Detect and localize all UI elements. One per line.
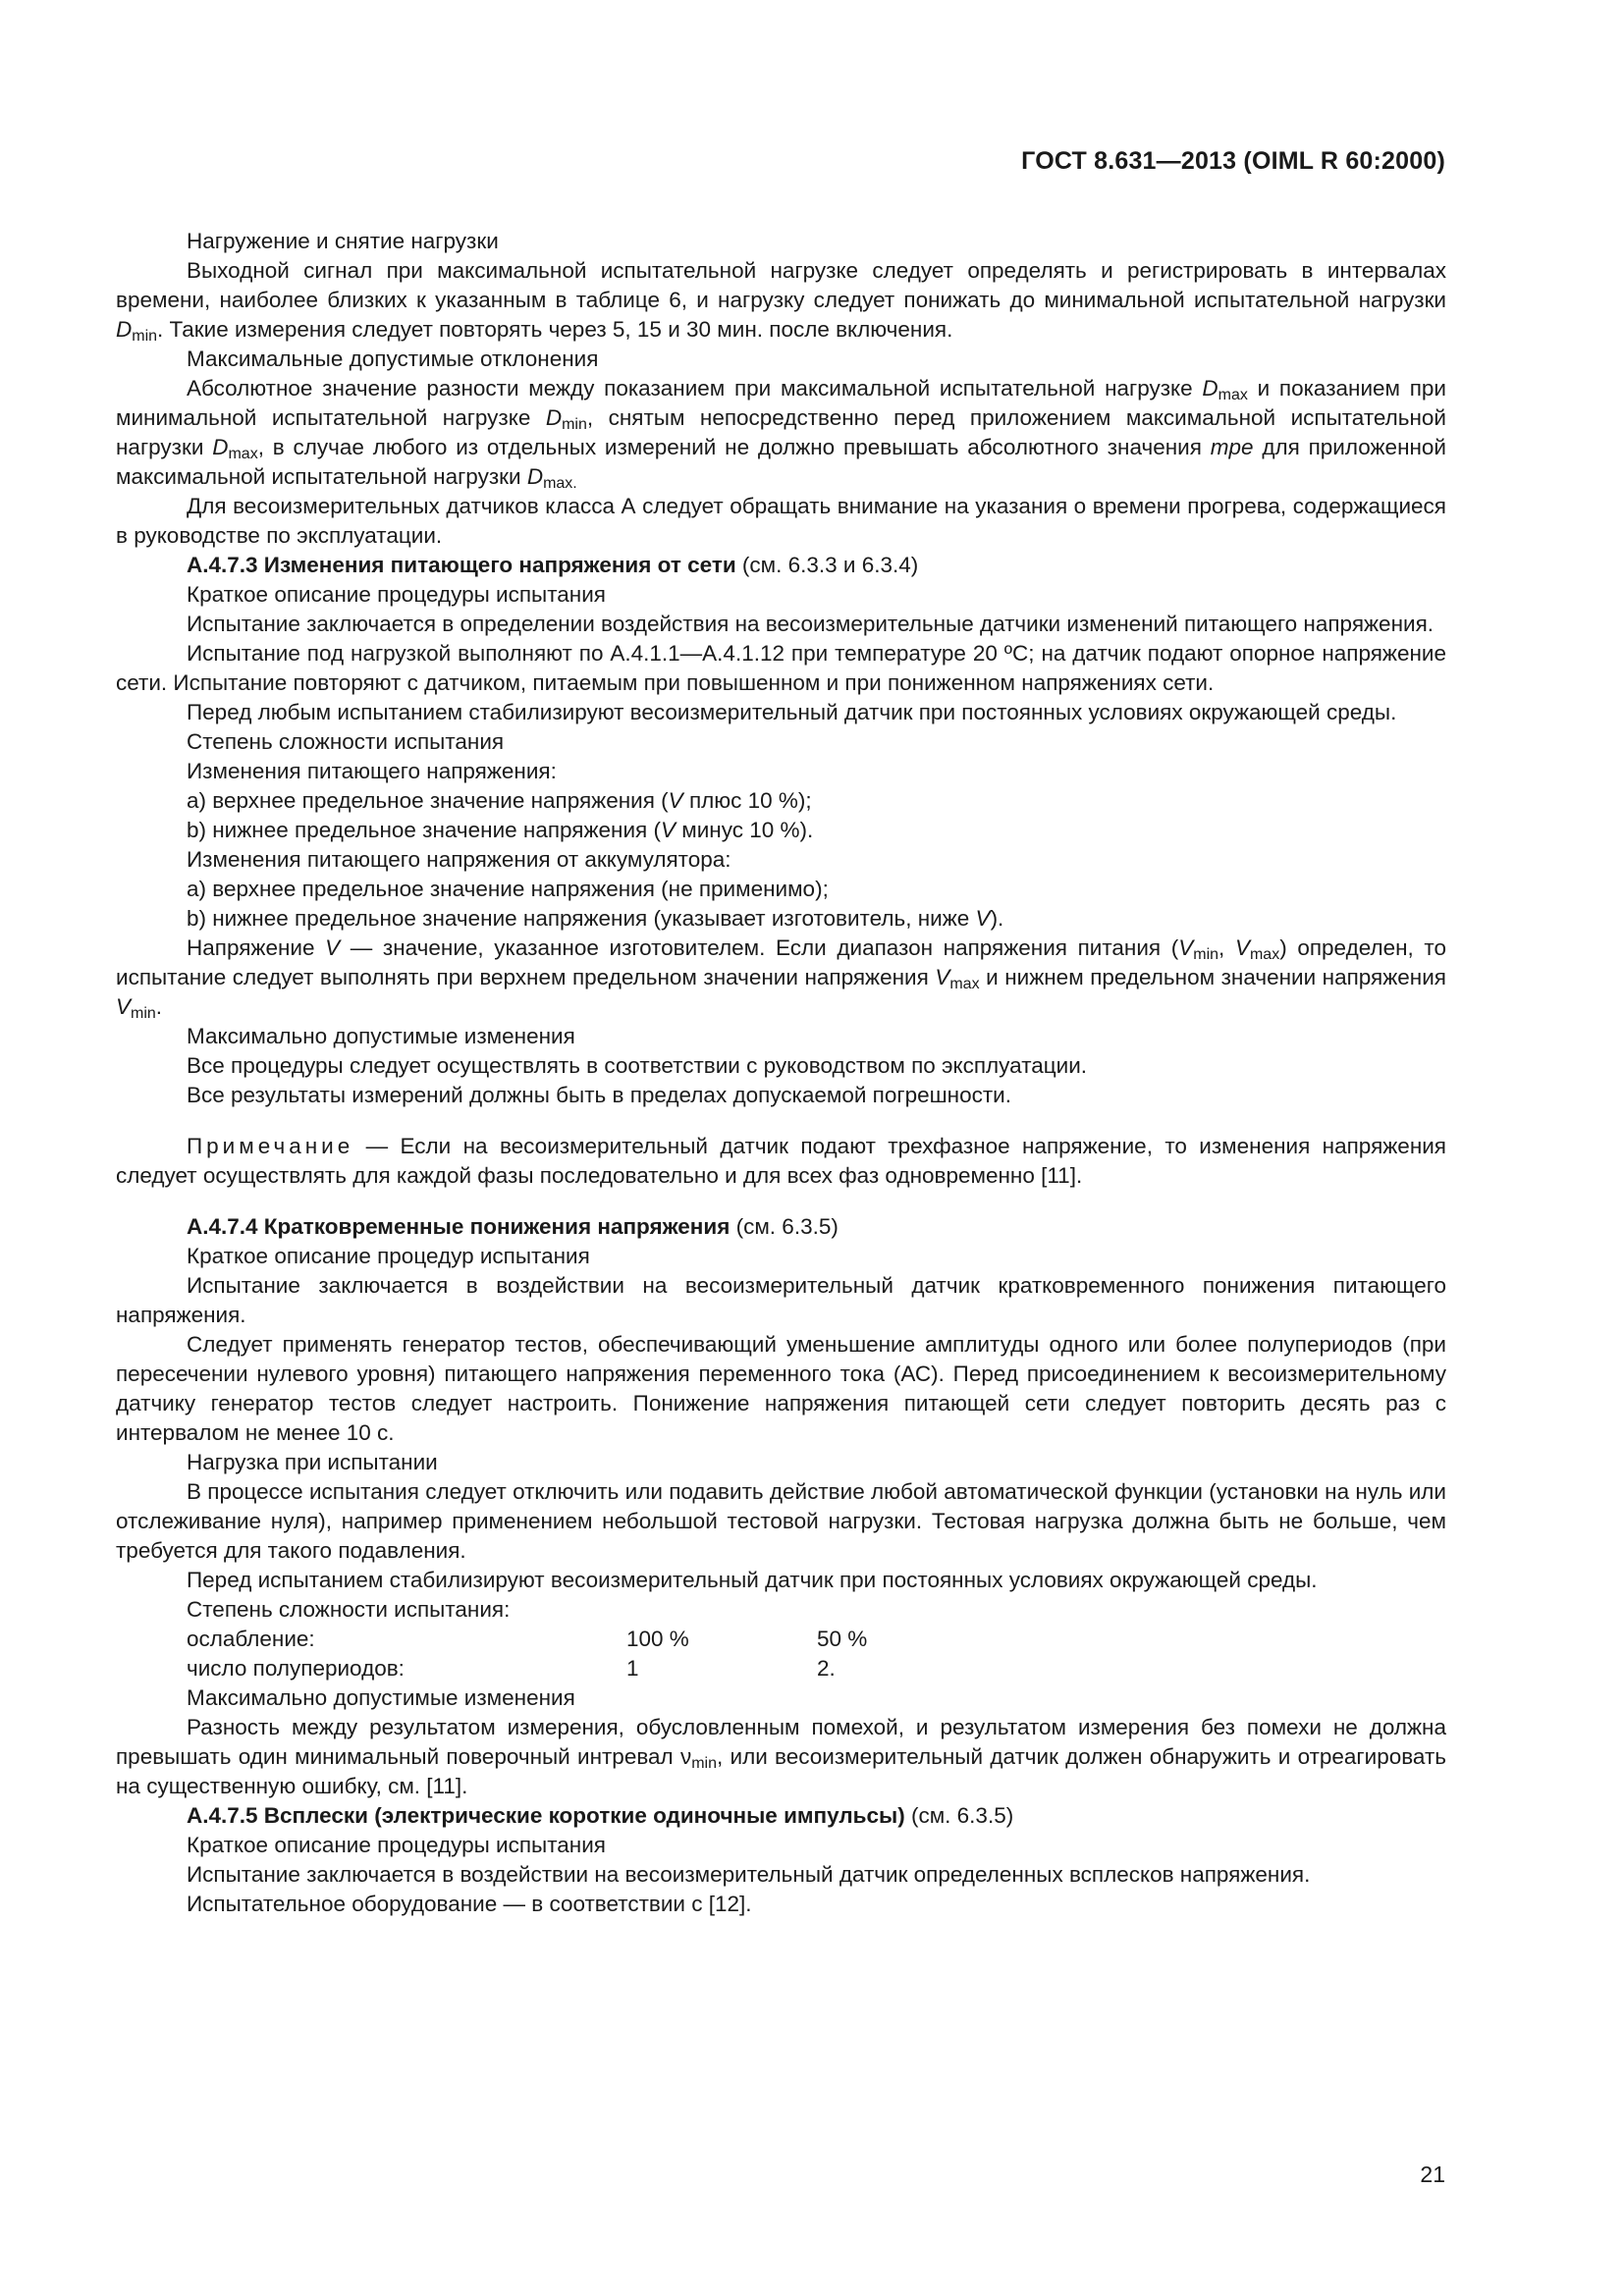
- paragraph: Перед испытанием стабилизируют весоизмерительный датчик при постоянных условиях окружающей среды.: [187, 1568, 1318, 1592]
- standard-header: ГОСТ 8.631—2013 (OIML R 60:2000): [1021, 147, 1445, 175]
- note-label: Примечание: [187, 1134, 354, 1158]
- paragraph: Нагрузка при испытании: [187, 1450, 438, 1474]
- paragraph: Максимально допустимые изменения: [187, 1685, 575, 1710]
- paragraph: Испытательное оборудование — в соответствии с [12].: [187, 1892, 752, 1916]
- paragraph: Испытание заключается в воздействии на весоизмерительный датчик определенных всплесков напряжения.: [187, 1862, 1311, 1887]
- paragraph: Изменения питающего напряжения:: [187, 759, 557, 783]
- paragraph: Степень сложности испытания:: [187, 1597, 511, 1622]
- section-heading-a474: А.4.7.4 Кратковременные понижения напряжения (см. 6.3.5): [187, 1214, 839, 1239]
- paragraph: Для весоизмерительных датчиков класса А следует обращать внимание на указания о времени прогрева, содержащиеся в руководстве по эксплуатации.: [116, 494, 1446, 548]
- paragraph: Испытание заключается в определении воздействия на весоизмерительные датчики изменений питающего напряжения.: [187, 612, 1434, 636]
- paragraph: Выходной сигнал при максимальной испытательной нагрузке следует определять и регистрировать в интервалах времени, наиболее близких к указанным в таблице 6, и нагрузку следует понижать до минимальной испытательной нагрузки $D_{min}$. Такие измерения следует повторять через 5, 15 и 30 мин. после включения.: [116, 258, 1446, 345]
- list-item: b) нижнее предельное значение напряжения (указывает изготовитель, ниже V).: [187, 906, 1004, 931]
- paragraph: Испытание заключается в воздействии на весоизмерительный датчик кратковременного понижения питающего напряжения.: [116, 1273, 1446, 1327]
- list-item: b) нижнее предельное значение напряжения (V минус 10 %).: [187, 818, 814, 842]
- paragraph: Разность между результатом измерения, обусловленным помехой, и результатом измерения без помехи не должна превышать один минимальный поверочный интревал $\nu_{min}$, или весоизмерительный датчик должен обнаружить и отреагировать на существенную ошибку, см. [11].: [116, 1715, 1446, 1798]
- paragraph: Краткое описание процедур испытания: [187, 1244, 590, 1268]
- list-item: а) верхнее предельное значение напряжения (не применимо);: [187, 877, 829, 901]
- paragraph: Все результаты измерений должны быть в пределах допускаемой погрешности.: [187, 1083, 1011, 1107]
- page-number: 21: [1420, 2162, 1445, 2187]
- paragraph: Краткое описание процедуры испытания: [187, 582, 606, 607]
- paragraph: Напряжение V — значение, указанное изготовителем. Если диапазон напряжения питания ($V_{min}$, $V_{max}$) определен, то испытание следует выполнять при верхнем предельном значении напряжения $V_{max}$ и нижнем предельном значении напряжения $V_{min}$.: [116, 935, 1446, 1022]
- paragraph: Испытание под нагрузкой выполняют по А.4.1.1—А.4.1.12 при температуре 20 ºС; на датчик подают опорное напряжение сети. Испытание повторяют с датчиком, питаемым при повышенном и при пониженном напряжениях сети.: [116, 641, 1446, 695]
- paragraph: Краткое описание процедуры испытания: [187, 1833, 606, 1857]
- section-heading-a473: А.4.7.3 Изменения питающего напряжения от сети (см. 6.3.3 и 6.3.4): [187, 553, 919, 577]
- note: Примечание — Если на весоизмерительный датчик подают трехфазное напряжение, то изменения напряжения следует осуществлять для каждой фазы последовательно и для всех фаз одновременно [11].: [116, 1134, 1446, 1188]
- paragraph: Изменения питающего напряжения от аккумулятора:: [187, 847, 731, 872]
- paragraph: Все процедуры следует осуществлять в соответствии с руководством по эксплуатации.: [187, 1053, 1088, 1078]
- section-heading-a475: А.4.7.5 Всплески (электрические короткие одиночные импульсы) (см. 6.3.5): [187, 1803, 1014, 1828]
- severity-row-half-periods: число полупериодов: 1 2.: [187, 1656, 836, 1681]
- paragraph: Перед любым испытанием стабилизируют весоизмерительный датчик при постоянных условиях окружающей среды.: [187, 700, 1397, 724]
- paragraph: В процессе испытания следует отключить или подавить действие любой автоматической функции (установки на нуль или отслеживание нуля), например применением небольшой тестовой нагрузки. Тестовая нагрузка должна быть не больше, чем требуется для такого подавления.: [116, 1479, 1446, 1563]
- paragraph: Нагружение и снятие нагрузки: [187, 229, 499, 253]
- paragraph: Максимально допустимые изменения: [187, 1024, 575, 1048]
- paragraph: Абсолютное значение разности между показанием при максимальной испытательной нагрузке $D_{max}$ и показанием при минимальной испытательной нагрузке $D_{min}$, снятым непосредственно перед приложением максимальной испытательной нагрузки $D_{max}$, в случае любого из отдельных измерений не должно превышать абсолютного значения mpe для приложенной максимальной испытательной нагрузки $D_{max.}$: [116, 376, 1447, 492]
- paragraph: Степень сложности испытания: [187, 729, 505, 754]
- paragraph: Следует применять генератор тестов, обеспечивающий уменьшение амплитуды одного или более полупериодов (при пересечении нулевого уровня) питающего напряжения переменного тока (АС). Перед присоединением к весоизмерительному датчику генератор тестов следует настроить. Понижение напряжения питающей сети следует повторить десять раз с интервалом не менее 10 с.: [116, 1332, 1446, 1445]
- document-body: [116, 227, 1446, 1919]
- severity-row-attenuation: ослабление: 100 % 50 %: [187, 1627, 868, 1651]
- list-item: а) верхнее предельное значение напряжения (V плюс 10 %);: [187, 788, 812, 813]
- paragraph: Максимальные допустимые отклонения: [187, 347, 599, 371]
